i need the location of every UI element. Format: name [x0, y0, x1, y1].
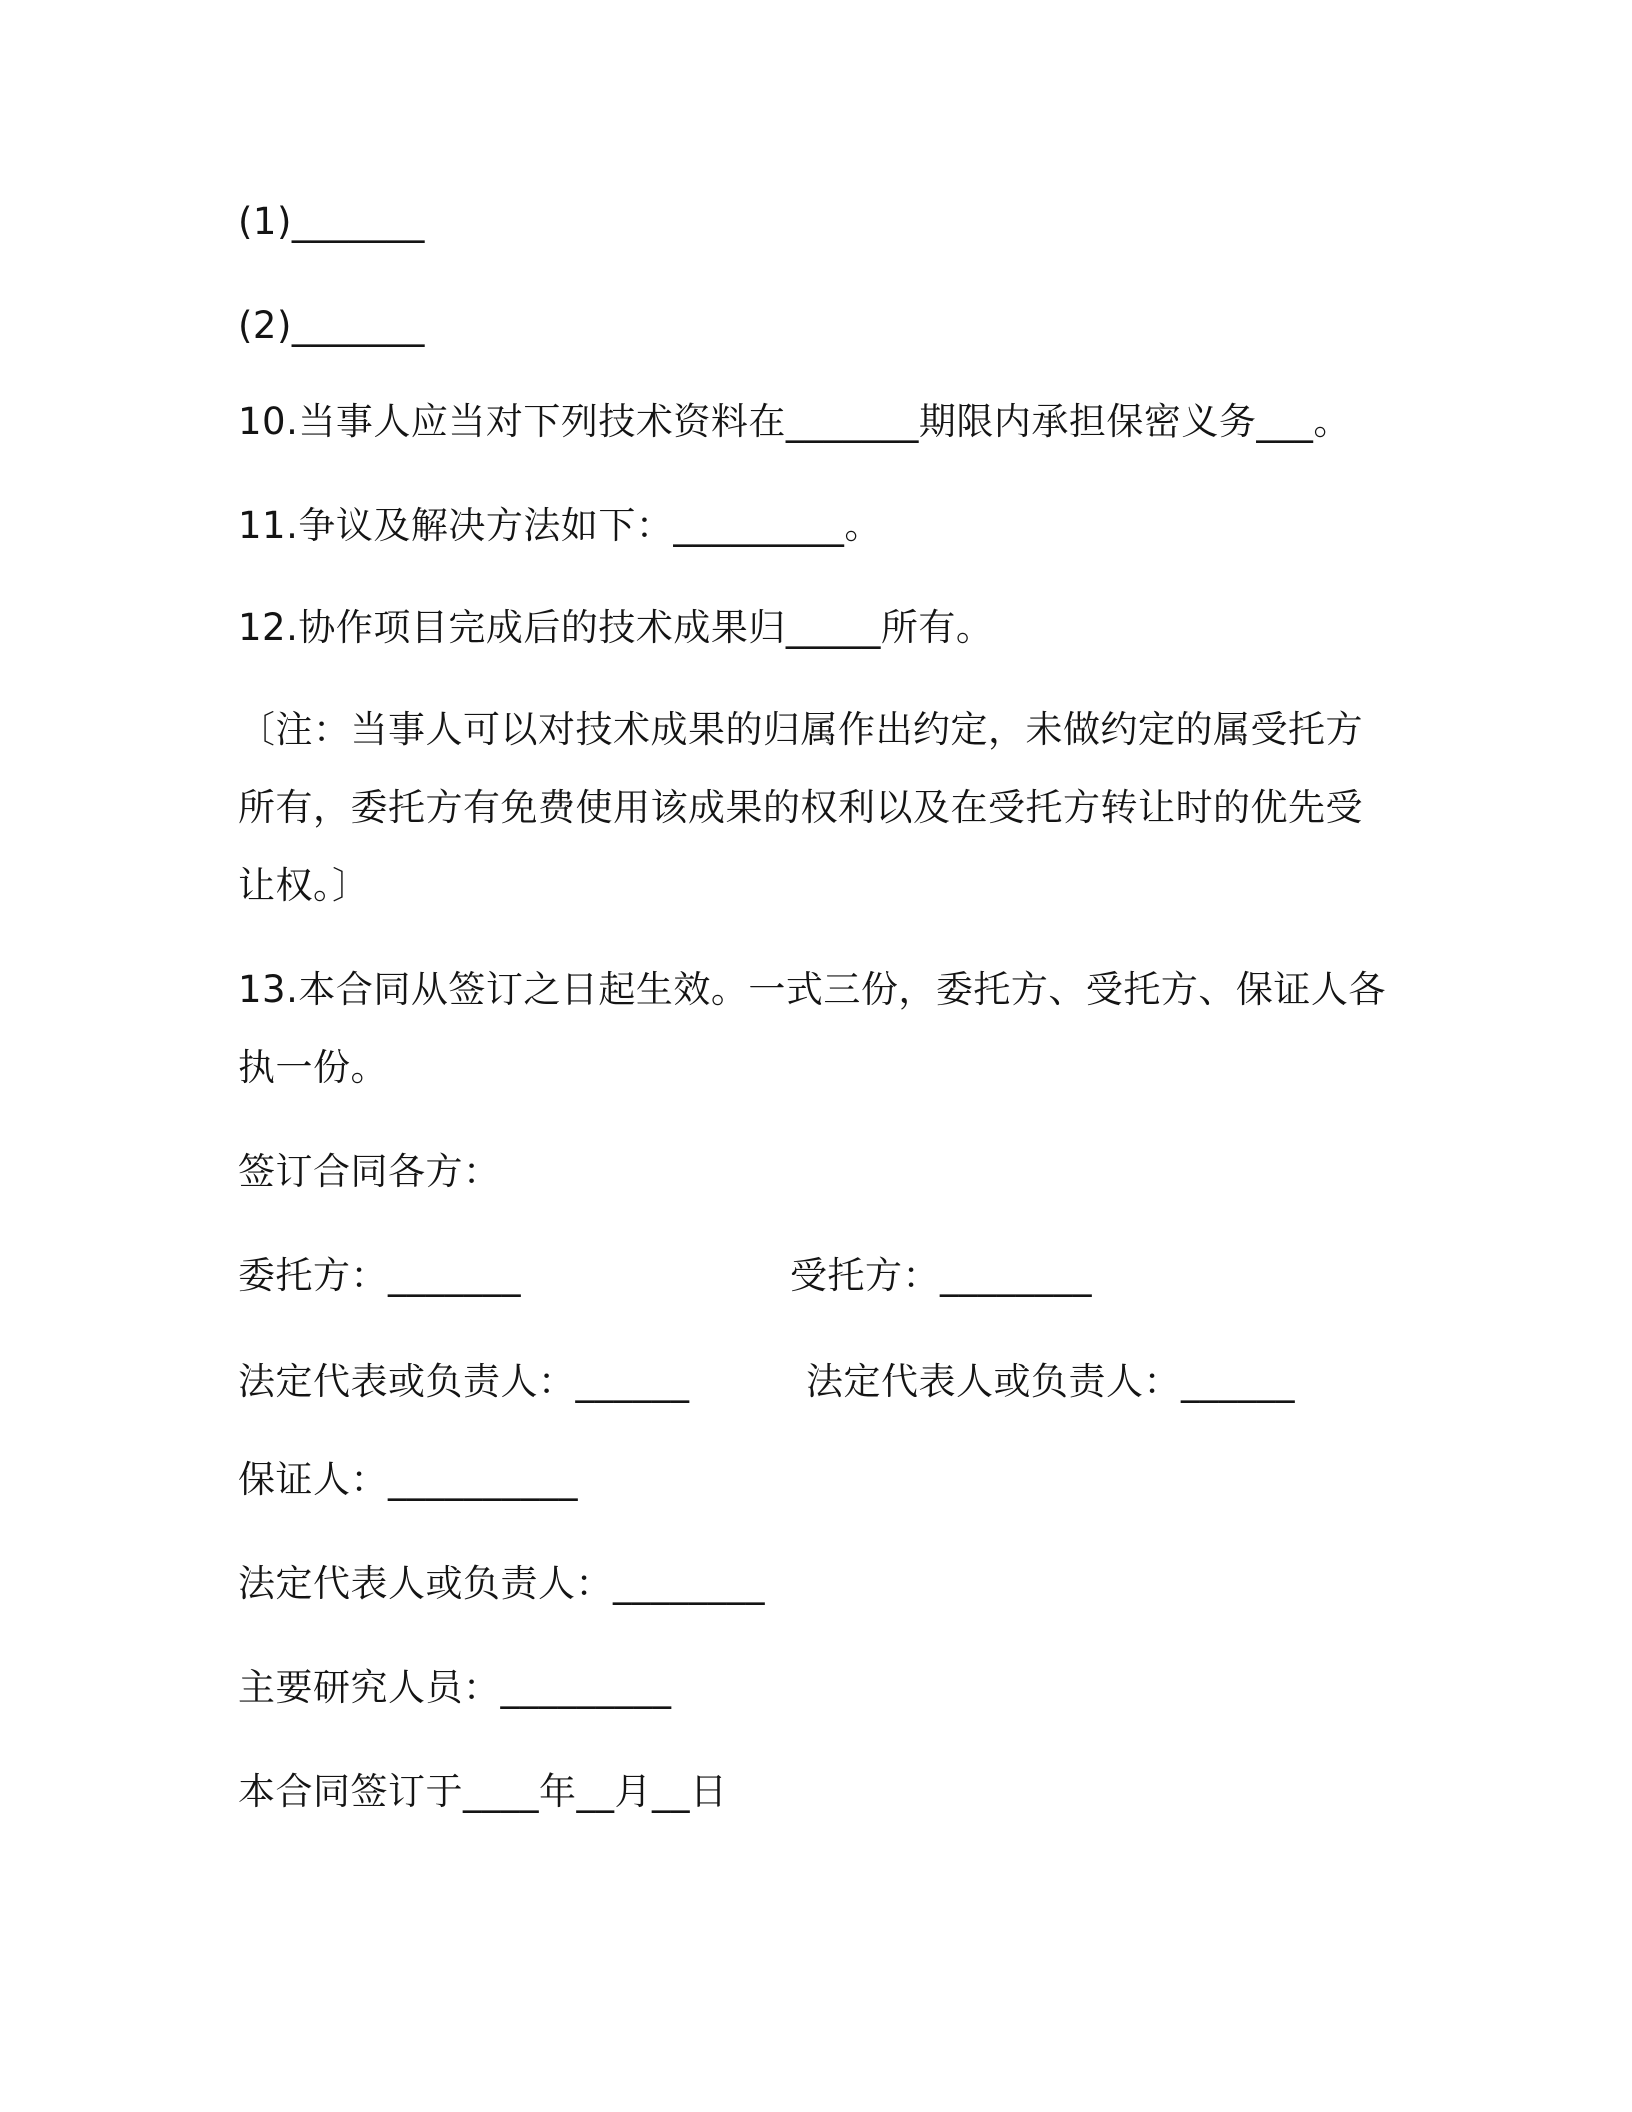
parties-heading: 签订合同各方：	[238, 1150, 501, 1193]
clause-11: 11.争议及解决方法如下：_________。	[238, 504, 882, 547]
note-line-1: 〔注：当事人可以对技术成果的归属作出约定，未做约定的属受托方	[238, 708, 1363, 751]
blank-item-2: (2)_______	[238, 304, 425, 347]
client-representative: 法定代表或负责人：______	[238, 1360, 690, 1403]
contractor-representative: 法定代表人或负责人：______	[806, 1360, 1295, 1403]
guarantor-representative: 法定代表人或负责人：________	[238, 1562, 765, 1605]
clause-10: 10.当事人应当对下列技术资料在_______期限内承担保密义务___。	[238, 400, 1351, 443]
clause-12: 12.协作项目完成后的技术成果归_____所有。	[238, 606, 994, 649]
note-line-3: 让权。〕	[238, 864, 370, 907]
client-signature: 委托方：_______	[238, 1254, 521, 1297]
contractor-signature: 受托方：________	[790, 1254, 1092, 1297]
signing-date: 本合同签订于____年__月__日	[238, 1770, 728, 1813]
note-line-2: 所有，委托方有免费使用该成果的权利以及在受托方转让时的优先受	[238, 786, 1363, 829]
guarantor-signature: 保证人：__________	[238, 1458, 578, 1501]
researchers: 主要研究人员：_________	[238, 1666, 672, 1709]
clause-13-line-1: 13.本合同从签订之日起生效。一式三份，委托方、受托方、保证人各	[238, 968, 1386, 1011]
blank-item-1: (1)_______	[238, 200, 425, 243]
clause-13-line-2: 执一份。	[238, 1046, 388, 1089]
